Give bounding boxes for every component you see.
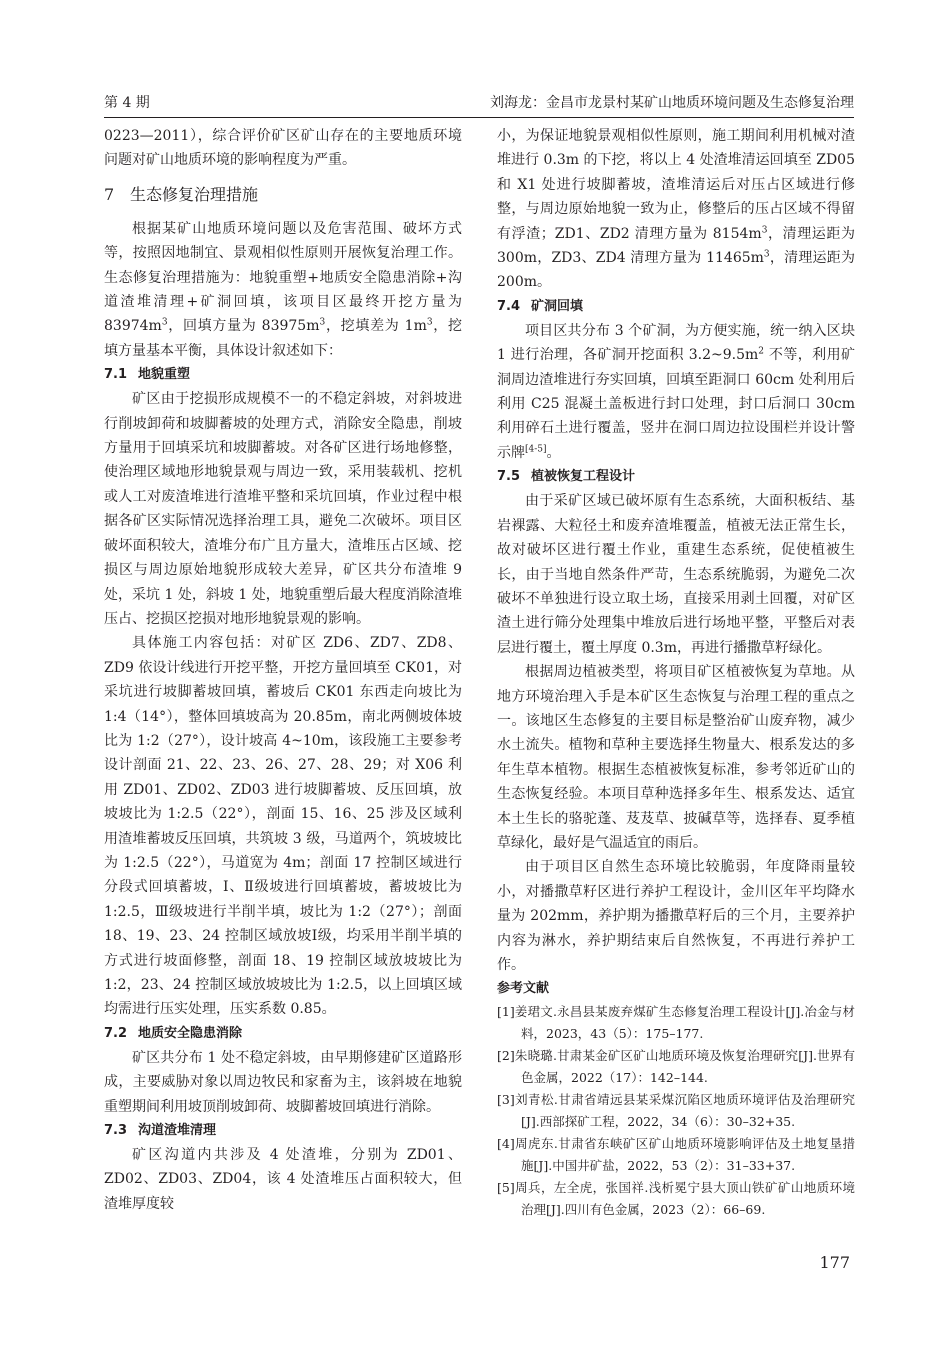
subsection-heading [497, 465, 855, 489]
subsection-number: 7.4 [497, 298, 521, 314]
subsection-title: 地质安全隐患消除 [138, 1025, 243, 1041]
section-number: 7 [104, 184, 115, 204]
paragraph: 由于采矿区域已破坏原有生态系统，大面积板结、基岩裸露、大粒径土和废弃渣堆覆盖，植被无法正常生长，故对破坏区进行覆土作业，重建生态系统，促使植被生长，由于当地自然条件严苛，生态系统脆弱，为避免二次破坏不单独进行设立取土场，直接采用剥土回覆，对矿区渣土进行筛分处理集中堆放后进行场地平整，平整后对表层进行覆土，覆土厚度 0.3m，再进行播撒草籽绿化。 [497, 493, 855, 656]
subsection-heading [104, 1119, 462, 1143]
paragraph: 0223—2011），综合评价矿区矿山存在的主要地质环境问题对矿山地质环境的影响程度为严重。 [104, 128, 462, 169]
subsection-number: 7.2 [104, 1025, 128, 1041]
subsection-title: 地貌重塑 [138, 367, 191, 383]
reference-item: [3]刘青松.甘肃省靖远县某采煤沉陷区地质环境评估及治理研究[J].西部探矿工程，2022，34（6）：30–32+35. [497, 1092, 855, 1130]
subsection-number: 7.5 [497, 469, 521, 485]
running-title: 刘海龙：金昌市龙景村某矿山地质环境问题及生态修复治理 [490, 95, 854, 111]
paragraph: 项目区共分布 3 个矿洞，为方便实施，统一纳入区块 1 进行治理，各矿洞开挖面积 $3.2\sim 9.5m^2$ 不等，利用矿洞周边渣堆进行夯实回填，回填至距洞口 60cm 处利用后利用 C25 混凝土盖板进行封口处理，封口后洞口 30cm 利用碎石土进行覆盖，竖井在洞口周边拉设围栏并设计警示牌[4-5]。 [497, 322, 856, 461]
citation: [4-5] [525, 444, 547, 455]
reference-item: [2]朱晓璐.甘肃某金矿区矿山地质环境及恢复治理研究[J].世界有色金属，2022（17）：142–144. [497, 1048, 855, 1086]
paragraph: 矿区共分布 1 处不稳定斜坡，由早期修建矿区道路形成，主要威胁对象以周边牧民和家畜为主，该斜坡在地貌重塑期间利用坡顶削坡卸荷、坡脚蓄坡回填进行消除。 [104, 1049, 462, 1115]
subsection-title: 沟道渣堆清理 [138, 1123, 217, 1139]
subsection-number: 7.3 [104, 1123, 128, 1139]
page-number: 177 [819, 1253, 850, 1272]
paragraph: 根据某矿山地质环境问题以及危害范围、破坏方式等，按照因地制宜、景观相似性原则开展恢复治理工作。生态修复治理措施为：地貌重塑+地质安全隐患消除+沟道渣堆清理+矿洞回填，该项目区最终开挖方量为 $83974m^3$，回填方量为 $83975m^3$，挖填差为 $1m^3$，挖填方量基本平衡，具体设计叙述如下： [104, 220, 462, 359]
reference-item: [1]姜珺文.永昌县某废弃煤矿生态修复治理工程设计[J].冶金与材料，2023，43（5）：175–177. [497, 1004, 855, 1042]
paragraph: 矿区由于挖损形成规模不一的不稳定斜坡，对斜坡进行削坡卸荷和坡脚蓄坡的处理方式，消除安全隐患，削坡方量用于回填采坑和坡脚蓄坡。对各矿区进行场地修整，使治理区域地形地貌景观与周边一致，采用装载机、挖机或人工对废渣堆进行渣堆平整和采坑回填，作业过程中根据各矿区实际情况选择治理工具，避免二次破坏。项目区破坏面积较大，渣堆分布广且方量大，渣堆压占区域、挖损区与周边原始地貌形成较大差异，矿区共分布渣堆 9 处，采坑 1 处，斜坡 1 处，地貌重塑后最大程度消除渣堆压占、挖损区挖损对地形地貌景观的影响。 [104, 391, 462, 627]
header-rule [104, 117, 854, 118]
section-heading [104, 183, 462, 207]
reference-item: [5]周兵，左全虎，张国祥.浅析冕宁县大顶山铁矿矿山地质环境治理[J].四川有色金属，2023（2）：66–69. [497, 1180, 855, 1218]
subsection-heading [497, 295, 855, 319]
subsection-number: 7.1 [104, 367, 128, 383]
subsection-title: 矿洞回填 [531, 298, 584, 314]
subsection-title: 植被恢复工程设计 [531, 469, 636, 485]
paragraph: 小，为保证地貌景观相似性原则，施工期间利用机械对渣堆进行 0.3m 的下挖，将以上 4 处渣堆清运回填至 ZD05 和 X1 处进行坡脚蓄坡，渣堆清运后对压占区域进行修整，与周边原始地貌一致为止，修整后的压占区域不得留有浮渣；ZD1、ZD2 清理方量为 $8154m^3$，清理运距为 300m，ZD3、ZD4 清理方量为 $11465m^3$，清理运距为 200m。 [497, 128, 855, 291]
section-title: 生态修复治理措施 [130, 184, 259, 204]
reference-item: [4]周虎东.甘肃省东峡矿区矿山地质环境影响评估及土地复垦措施[J].中国井矿盐，2022，53（2）：31–33+37. [497, 1136, 855, 1174]
paragraph: 具体施工内容包括：对矿区 ZD6、ZD7、ZD8、ZD9 依设计线进行开挖平整，开挖方量回填至 CK01，对采坑进行坡脚蓄坡回填，蓄坡后 CK01 东西走向坡比为 1:4（14°），整体回填坡高为 20.85m，南北两侧坡体坡比为 1:2（27°），设计坡高 4~10m，该段施工主要参考设计剖面 21、22、23、26、27、28、29；对 X06 利用 ZD01、ZD02、ZD03 进行坡脚蓄坡、反压回填，放坡坡比为 1:2.5（22°），剖面 15、16、25 涉及区域利用渣堆蓄坡反压回填，共筑坡 3 级，马道两个，筑坡坡比为 1:2.5（22°），马道宽为 4m；剖面 17 控制区域进行分段式回填蓄坡，Ⅰ、Ⅱ级坡进行回填蓄坡，蓄坡坡比为 1:2.5，Ⅲ级坡进行半削半填，坡比为 1:2（27°）；剖面 18、19、23、24 控制区域放坡Ⅰ级，均采用半削半填的方式进行坡面修整，剖面 18、19 控制区域放坡坡比为 1:2，23、24 控制区域放坡坡比为 1:2.5，以上回填区域均需进行压实处理，压实系数 0.85。 [104, 635, 462, 1018]
paragraph: 根据周边植被类型，将项目矿区植被恢复为草地。从地方环境治理入手是本矿区生态恢复与治理工程的重点之一。该地区生态修复的主要目标是整治矿山废弃物，减少水土流失。植物和草种主要选择生物量大、根系发达的多年生草本植物。根据生态植被恢复标准，参考邻近矿山的生态恢复经验。本项目草种选择多年生、根系发达、适宜本土生长的骆驼蓬、芨芨草、披碱草等，选择春、夏季植草绿化，最好是气温适宜的雨后。 [497, 664, 855, 851]
subsection-heading [104, 1022, 462, 1046]
journal-issue: 第 4 期 [104, 95, 150, 111]
references-title: 参考文献 [497, 981, 550, 997]
right-column [497, 124, 855, 1221]
paragraph: 由于项目区自然生态环境比较脆弱，年度降雨量较小，对播撒草籽区进行养护工程设计，金川区年平均降水量为 202mm，养护期为播撒草籽后的三个月，主要养护内容为淋水，养护期结束后自然恢复，不再进行养护工作。 [497, 859, 855, 973]
paragraph: 矿区沟道内共涉及 4 处渣堆，分别为 ZD01、ZD02、ZD03、ZD04，该 4 处渣堆压占面积较大，但渣堆厚度较 [104, 1147, 462, 1212]
left-column [104, 124, 462, 1216]
subsection-heading [104, 363, 462, 387]
